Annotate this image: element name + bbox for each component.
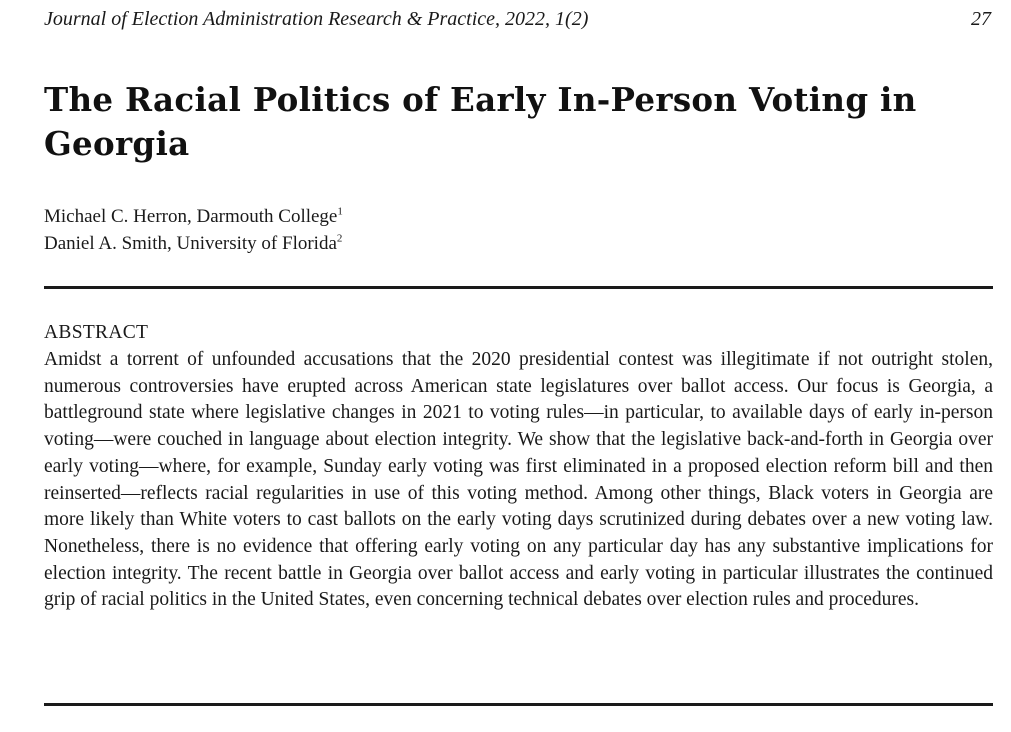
running-head [44,4,991,34]
author-name: Michael C. Herron, Darmouth College [44,206,338,227]
footnote-marker[interactable]: 1 [337,205,343,218]
footnote-marker[interactable]: 2 [336,232,343,245]
bottom-divider [44,703,993,706]
article-title: The Racial Politics of Early In-Person Voting in Georgia [44,80,917,163]
abstract-text: Amidst a torrent of unfounded accusations that the 2020 presidential contest was illegitimate if not outright stolen, numerous controversies have erupted across American state legislatures over ballot access. Our focus is Georgia, a battleground state where legislative changes in 2021 to voting rules—in particular, to available days of early in-person voting—were couched in language about election integrity. We show that the legislative back-and-forth in Georgia over early voting—where, for example, Sunday early voting was first eliminated in a proposed election reform bill and then reinserted—reflects racial regularities in use of this voting method. Among other things, Black voters in Georgia are more likely than White voters to cast ballots on the early voting days scrutinized during debates over a new voting law. Nonetheless, there is no evidence that offering early voting on any particular day has any substantive implications for election integrity. The recent battle in Georgia over ballot access and early voting in particular illustrates the continued grip of racial politics in the United States, even concerning technical debates over election rules and procedures. [44,349,993,611]
author-line [44,230,944,257]
journal-citation: Journal of Election Administration Research & Practice, 2022, 1(2) [44,8,589,30]
abstract-heading: ABSTRACT [44,322,149,343]
top-divider [44,286,993,289]
author-name: Daniel A. Smith, University of Florida [44,233,337,254]
page-number: 27 [971,8,991,30]
author-list [44,203,944,257]
author-line [44,203,944,230]
